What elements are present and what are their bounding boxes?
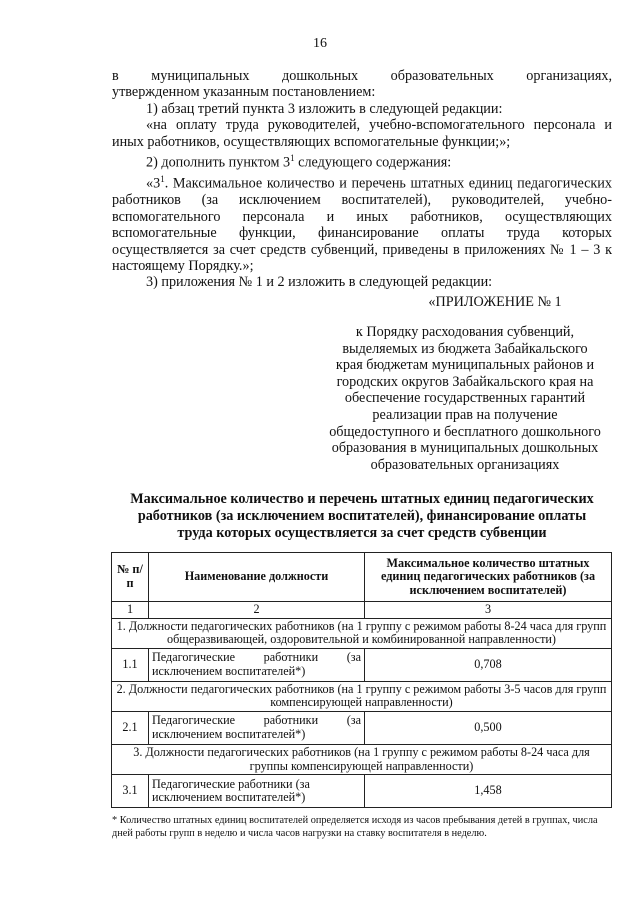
superscript: 1: [290, 153, 295, 164]
section-title: 2. Должности педагогических работников (на 1 группу с режимом работы 3-5 часов для групп компенсирующей направленности): [112, 681, 612, 711]
row-value: 0,708: [365, 648, 612, 681]
text: . Максимальное количество и перечень штатных единиц педагогических работников (за исключением воспитателей), руководителей, учебно-вспомогательного персонала и иных работников, осуществляющих вспомогательные функции, финансирование оплаты труда которых осуществляется за счет средств субвенций, приведены в приложениях № 1 – 3 к настоящему Порядку.»;: [112, 175, 612, 274]
appendix-line: выделяемых из бюджета Забайкальского: [342, 340, 588, 357]
paragraph-3: «на оплату труда руководителей, учебно-вспомогательного персонала и иных работников, осуществляющих вспомогательные функции;»;: [112, 117, 612, 150]
row-value: 0,500: [365, 711, 612, 744]
appendix-line: городских округов Забайкальского края на: [336, 373, 594, 390]
section-title: 1. Должности педагогических работников (на 1 группу с режимом работы 8-24 часа для групп общеразвивающей, оздоровительной и комбинированной направленности): [112, 618, 612, 648]
header-max: Максимальное количество штатных единиц педагогических работников (за исключением воспитателей): [365, 553, 612, 602]
footnote: * Количество штатных единиц воспитателей определяется исходя из часов пребывания детей в группах, числа дней работы групп в неделю и числа часов нагрузки на ставку воспитателя в неделю.: [112, 815, 598, 839]
section-row: [112, 618, 612, 648]
col-number: 2: [149, 602, 365, 619]
appendix-line: образования в муниципальных дошкольных: [331, 440, 599, 457]
paragraph-2: 1) абзац третий пункта 3 изложить в следующей редакции:: [146, 100, 503, 117]
col-number: 3: [365, 602, 612, 619]
col-number: 1: [112, 602, 149, 619]
table-title-line: труда которых осуществляется за счет средств субвенции: [177, 525, 547, 541]
section-row: [112, 744, 612, 774]
row-name: Педагогические работники (за исключением воспитателей*): [149, 648, 365, 681]
appendix-block: [315, 324, 615, 473]
row-value: 1,458: [365, 775, 612, 808]
column-number-row: [112, 602, 612, 619]
section-row: [112, 681, 612, 711]
word: организациях,: [526, 68, 612, 84]
paragraph-1-line-1: [112, 68, 612, 84]
row-num: 1.1: [112, 648, 149, 681]
appendix-title: «ПРИЛОЖЕНИЕ № 1: [428, 294, 562, 310]
header-num: № п/п: [112, 553, 149, 602]
appendix-line: к Порядку расходования субвенций,: [355, 324, 575, 340]
header-name: Наименование должности: [149, 553, 365, 602]
text: «3: [146, 175, 161, 192]
table-title-line: Максимальное количество и перечень штатных единиц педагогических: [130, 491, 594, 507]
text: следующего содержания:: [294, 154, 452, 171]
appendix-line: реализации прав на получение: [372, 406, 558, 423]
table-title: [112, 491, 612, 542]
table-row: [112, 711, 612, 744]
text: 2) дополнить пунктом 3: [146, 154, 291, 171]
paragraph-6: 3) приложения № 1 и 2 изложить в следующей редакции:: [146, 274, 493, 291]
row-name: Педагогические работники (за исключением воспитателей*): [149, 711, 365, 744]
appendix-line: края бюджетам муниципальных районов и: [335, 357, 595, 374]
table-row: [112, 648, 612, 681]
staff-table: [111, 552, 612, 808]
paragraph-4: [112, 150, 612, 171]
table-title-line: работников (за исключением воспитателей), финансирование оплаты: [137, 508, 587, 524]
row-name: Педагогические работники (за исключением воспитателей*): [149, 775, 365, 808]
paragraph-5: [112, 171, 612, 274]
appendix-line: общедоступного и бесплатного дошкольного: [329, 423, 601, 440]
appendix-line: образовательных организациях: [370, 456, 560, 473]
paragraph-1-line-2: утвержденном указанным постановлением:: [112, 84, 376, 101]
row-num: 3.1: [112, 775, 149, 808]
word: муниципальных: [151, 68, 250, 84]
section-title: 3. Должности педагогических работников (на 1 группу с режимом работы 8-24 часа для группы компенсирующей направленности): [112, 744, 612, 774]
superscript: 1: [160, 174, 165, 185]
table-row: [112, 775, 612, 808]
table-header-row: [112, 553, 612, 602]
word: образовательных: [390, 68, 494, 84]
body-text: [112, 68, 612, 291]
page-number: 16: [313, 36, 327, 51]
word: дошкольных: [282, 68, 359, 84]
row-num: 2.1: [112, 711, 149, 744]
word: в: [112, 68, 119, 84]
appendix-line: обеспечение государственных гарантий: [344, 390, 586, 407]
